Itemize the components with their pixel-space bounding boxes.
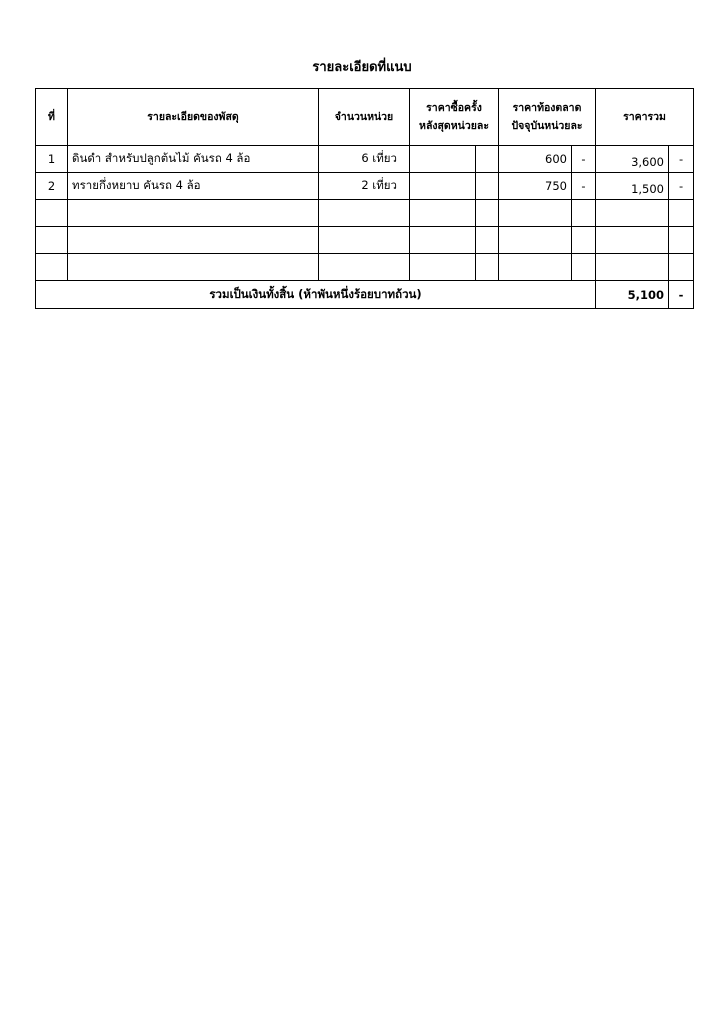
table-row xyxy=(36,146,694,173)
row-total xyxy=(596,200,669,227)
row-market-price xyxy=(499,254,572,281)
row-total-satang: - xyxy=(669,146,694,173)
table-row xyxy=(36,200,694,227)
row-total-satang xyxy=(669,254,694,281)
row-market-price-satang xyxy=(572,227,596,254)
row-last-price-satang xyxy=(476,146,499,173)
row-market-price: 750 xyxy=(499,173,572,200)
row-description: ดินดำ สำหรับปลูกต้นไม้ คันรถ 4 ล้อ xyxy=(68,146,319,173)
row-description xyxy=(68,227,319,254)
row-quantity xyxy=(319,227,410,254)
row-total xyxy=(596,227,669,254)
row-quantity xyxy=(319,254,410,281)
row-quantity: 2 เที่ยว xyxy=(319,173,410,200)
header-market-price-line2: ปัจจุบันหน่วยละ xyxy=(511,120,583,132)
header-last-price-line2: หลังสุดหน่วยละ xyxy=(419,120,489,132)
row-no xyxy=(36,227,68,254)
row-no: 2 xyxy=(36,173,68,200)
row-market-price-satang: - xyxy=(572,146,596,173)
header-description: รายละเอียดของพัสดุ xyxy=(68,89,319,146)
row-total-satang xyxy=(669,200,694,227)
row-total xyxy=(596,173,669,200)
summary-satang: - xyxy=(669,281,694,309)
row-total-satang xyxy=(669,227,694,254)
row-description xyxy=(68,200,319,227)
row-last-price xyxy=(410,173,476,200)
row-last-price-satang xyxy=(476,254,499,281)
row-market-price xyxy=(499,227,572,254)
header-market-price-line1: ราคาท้องตลาด xyxy=(512,102,582,114)
row-no xyxy=(36,200,68,227)
summary-amount: 5,100 xyxy=(596,281,669,309)
row-total-satang: - xyxy=(669,173,694,200)
table-row xyxy=(36,254,694,281)
row-total-value: 1,500 xyxy=(631,182,665,196)
header-last-price xyxy=(410,89,499,146)
header-quantity: จำนวนหน่วย xyxy=(319,89,410,146)
row-market-price-satang: - xyxy=(572,173,596,200)
header-last-price-line1: ราคาซื้อครั้ง xyxy=(426,102,482,114)
row-last-price xyxy=(410,146,476,173)
row-total xyxy=(596,146,669,173)
row-last-price xyxy=(410,254,476,281)
header-no: ที่ xyxy=(36,89,68,146)
row-market-price-satang xyxy=(572,254,596,281)
header-market-price xyxy=(499,89,596,146)
table-row xyxy=(36,173,694,200)
summary-row xyxy=(36,281,694,309)
row-description xyxy=(68,254,319,281)
summary-label: รวมเป็นเงินทั้งสิ้น (ห้าพันหนึ่งร้อยบาทถ้วน) xyxy=(36,281,596,309)
row-last-price-satang xyxy=(476,200,499,227)
table-header-row xyxy=(36,89,694,146)
items-table xyxy=(35,88,694,309)
row-market-price: 600 xyxy=(499,146,572,173)
row-last-price xyxy=(410,200,476,227)
page-title: รายละเอียดที่แนบ xyxy=(312,60,412,75)
row-no: 1 xyxy=(36,146,68,173)
row-market-price xyxy=(499,200,572,227)
row-quantity xyxy=(319,200,410,227)
row-total-value: 3,600 xyxy=(631,155,665,169)
row-last-price-satang xyxy=(476,173,499,200)
header-total: ราคารวม xyxy=(596,89,694,146)
row-last-price-satang xyxy=(476,227,499,254)
row-no xyxy=(36,254,68,281)
row-last-price xyxy=(410,227,476,254)
row-quantity: 6 เที่ยว xyxy=(319,146,410,173)
row-description: ทรายกึ่งหยาบ คันรถ 4 ล้อ xyxy=(68,173,319,200)
table-row xyxy=(36,227,694,254)
row-market-price-satang xyxy=(572,200,596,227)
row-total xyxy=(596,254,669,281)
